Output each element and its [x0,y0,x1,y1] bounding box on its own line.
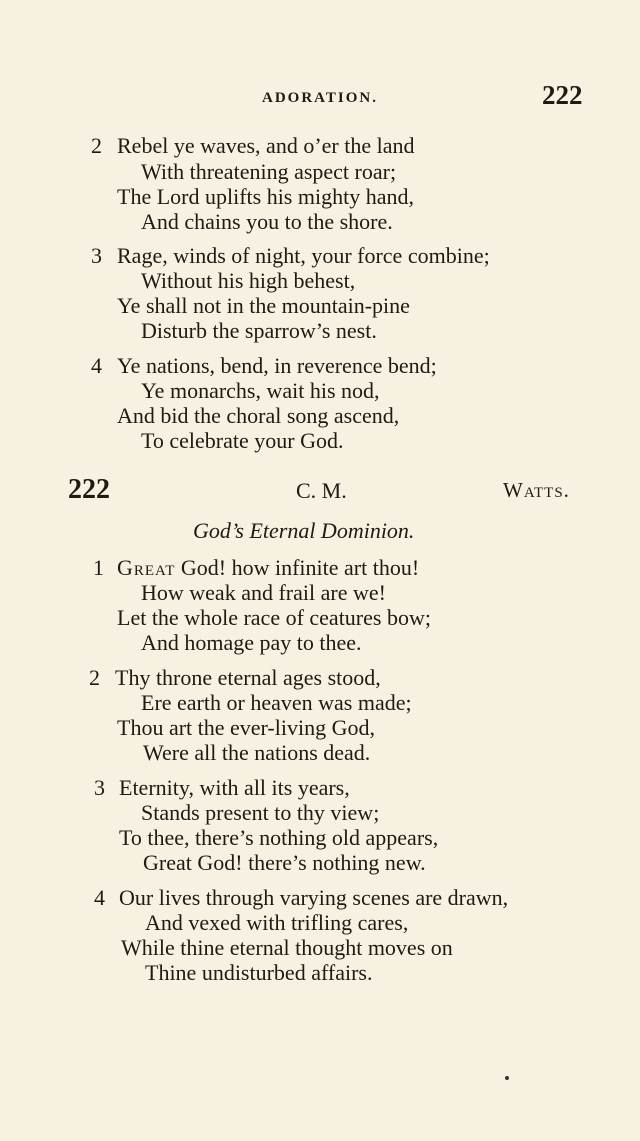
verse-line: How weak and frail are we! [141,580,386,605]
verse-line: Stands present to thy view; [141,800,380,825]
page-number: 222 [542,80,583,110]
stanza-number: 2 [91,133,102,158]
hymn-subtitle: God’s Eternal Dominion. [193,518,415,543]
verse-line: Ye shall not in the mountain-pine [117,293,410,318]
verse-line: Rebel ye waves, and o’er the land [117,133,415,158]
verse-line: Thine undisturbed affairs. [145,960,373,985]
verse-line: Thy throne eternal ages stood, [115,665,381,690]
verse-line: And chains you to the shore. [141,209,393,234]
stanza-number: 2 [89,665,100,690]
verse-line: While thine eternal thought moves on [121,935,453,960]
verse-line: Ye monarchs, wait his nod, [141,378,380,403]
verse-line: To thee, there’s nothing old appears, [119,825,439,850]
verse-line: And homage pay to thee. [141,630,362,655]
hymn-number: 222 [68,474,110,505]
first-line-rest: God! how infinite art thou! [175,555,420,580]
verse-line: Without his high behest, [141,268,356,293]
stanza-number: 4 [91,353,102,378]
verse-line: And bid the choral song ascend, [117,403,400,428]
verse-line: With threatening aspect roar; [141,159,397,184]
stanza-number: 4 [94,885,105,910]
stanza-number: 1 [93,555,104,580]
verse-line: Ye nations, bend, in reverence bend; [117,353,437,378]
verse-line: Let the whole race of ceatures bow; [117,605,431,630]
verse-line: Thou art the ever-living God, [117,715,375,740]
verse-line: The Lord uplifts his mighty hand, [117,184,414,209]
verse-line [117,555,419,581]
hymn-author: Watts. [503,478,570,502]
verse-line: Our lives through varying scenes are drawn, [119,885,509,910]
stanza-number: 3 [91,243,102,268]
verse-line: And vexed with trifling cares, [145,910,409,935]
ink-speck [505,1076,509,1080]
verse-line: Great God! there’s nothing new. [143,850,426,875]
hymn-meter: C. M. [296,478,347,503]
verse-line: Rage, winds of night, your force combine; [117,243,490,268]
verse-line: Disturb the sparrow’s nest. [141,318,377,343]
verse-line: Ere earth or heaven was made; [141,690,412,715]
verse-line: To celebrate your God. [141,428,344,453]
stanza-number: 3 [94,775,105,800]
verse-line: Eternity, with all its years, [119,775,350,800]
first-word: Great [117,555,176,580]
running-header-title: ADORATION. [262,90,378,106]
verse-line: Were all the nations dead. [143,740,371,765]
